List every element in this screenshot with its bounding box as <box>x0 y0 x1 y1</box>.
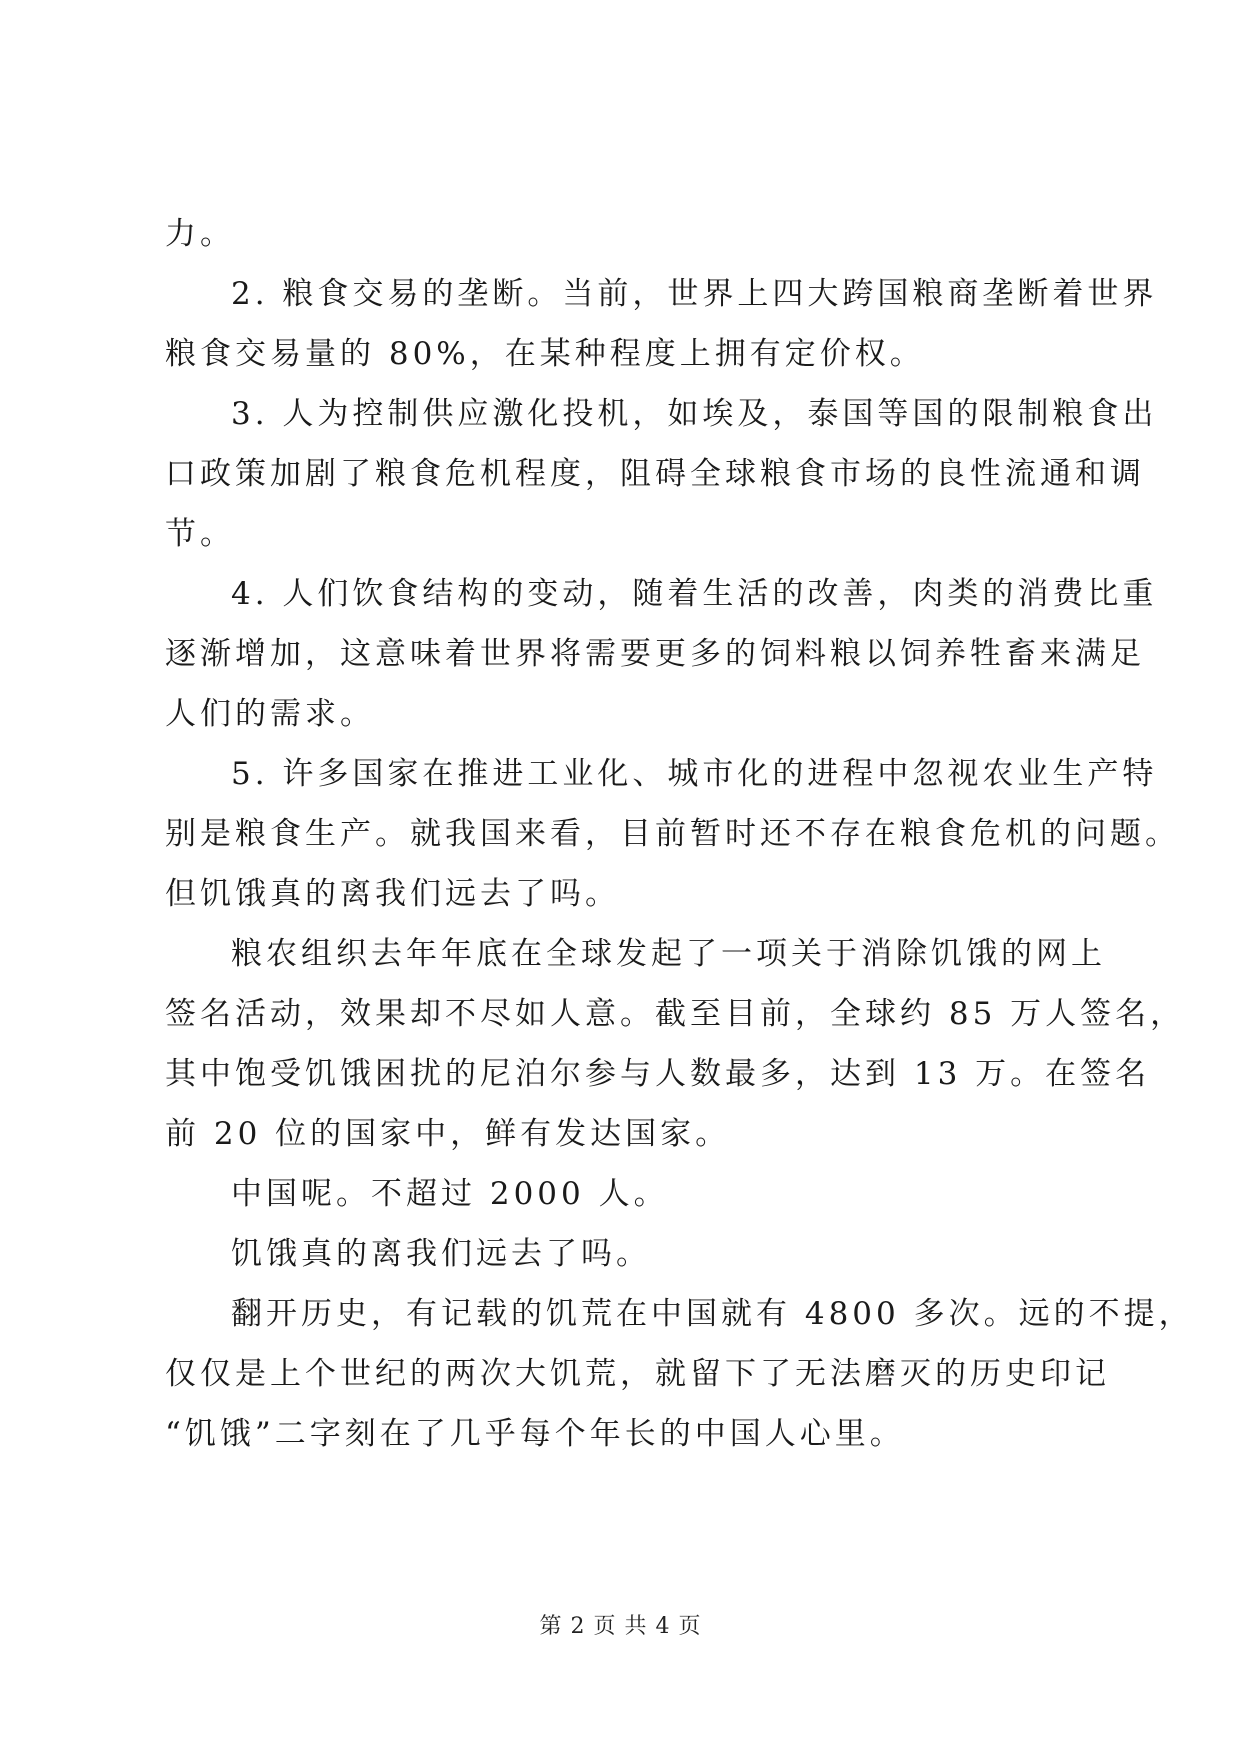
text-line: 前 20 位的国家中，鲜有发达国家。 <box>165 1116 731 1152</box>
text-line: 翻开历史，有记载的饥荒在中国就有 4800 多次。远的不提， <box>231 1296 1194 1332</box>
text-line: 5. 许多国家在推进工业化、城市化的进程中忽视农业生产特 <box>231 756 1158 792</box>
text-line: 4. 人们饮食结构的变动，随着生活的改善，肉类的消费比重 <box>231 576 1158 612</box>
text-line: 力。 <box>165 216 235 252</box>
text-line: 2. 粮食交易的垄断。当前，世界上四大跨国粮商垄断着世界 <box>231 276 1158 312</box>
text-line: 但饥饿真的离我们远去了吗。 <box>165 876 620 912</box>
document-body <box>165 214 1194 1474</box>
text-line: 中国呢。不超过 2000 人。 <box>231 1176 669 1212</box>
text-line: 节。 <box>165 516 235 552</box>
text-line: 3. 人为控制供应激化投机，如埃及，泰国等国的限制粮食出 <box>231 396 1158 432</box>
text-line: 其中饱受饥饿困扰的尼泊尔参与人数最多，达到 13 万。在签名 <box>165 1056 1151 1092</box>
text-line: 人们的需求。 <box>165 696 375 732</box>
text-line: 别是粮食生产。就我国来看，目前暂时还不存在粮食危机的问题。 <box>165 816 1180 852</box>
text-line: 饥饿真的离我们远去了吗。 <box>231 1236 651 1272</box>
text-line: 口政策加剧了粮食危机程度，阻碍全球粮食市场的良性流通和调 <box>165 456 1145 492</box>
text-line: 粮食交易量的 80%，在某种程度上拥有定价权。 <box>165 336 925 372</box>
text-line: 逐渐增加，这意味着世界将需要更多的饲料粮以饲养牲畜来满足 <box>165 636 1145 672</box>
page-footer: 第 2 页 共 4 页 <box>539 1614 702 1639</box>
text-line: “饥饿”二字刻在了几乎每个年长的中国人心里。 <box>165 1416 905 1452</box>
text-line: 仅仅是上个世纪的两次大饥荒，就留下了无法磨灭的历史印记 <box>165 1356 1110 1392</box>
text-line: 签名活动，效果却不尽如人意。截至目前，全球约 85 万人签名， <box>165 996 1186 1032</box>
text-line: 粮农组织去年年底在全球发起了一项关于消除饥饿的网上 <box>231 936 1106 972</box>
